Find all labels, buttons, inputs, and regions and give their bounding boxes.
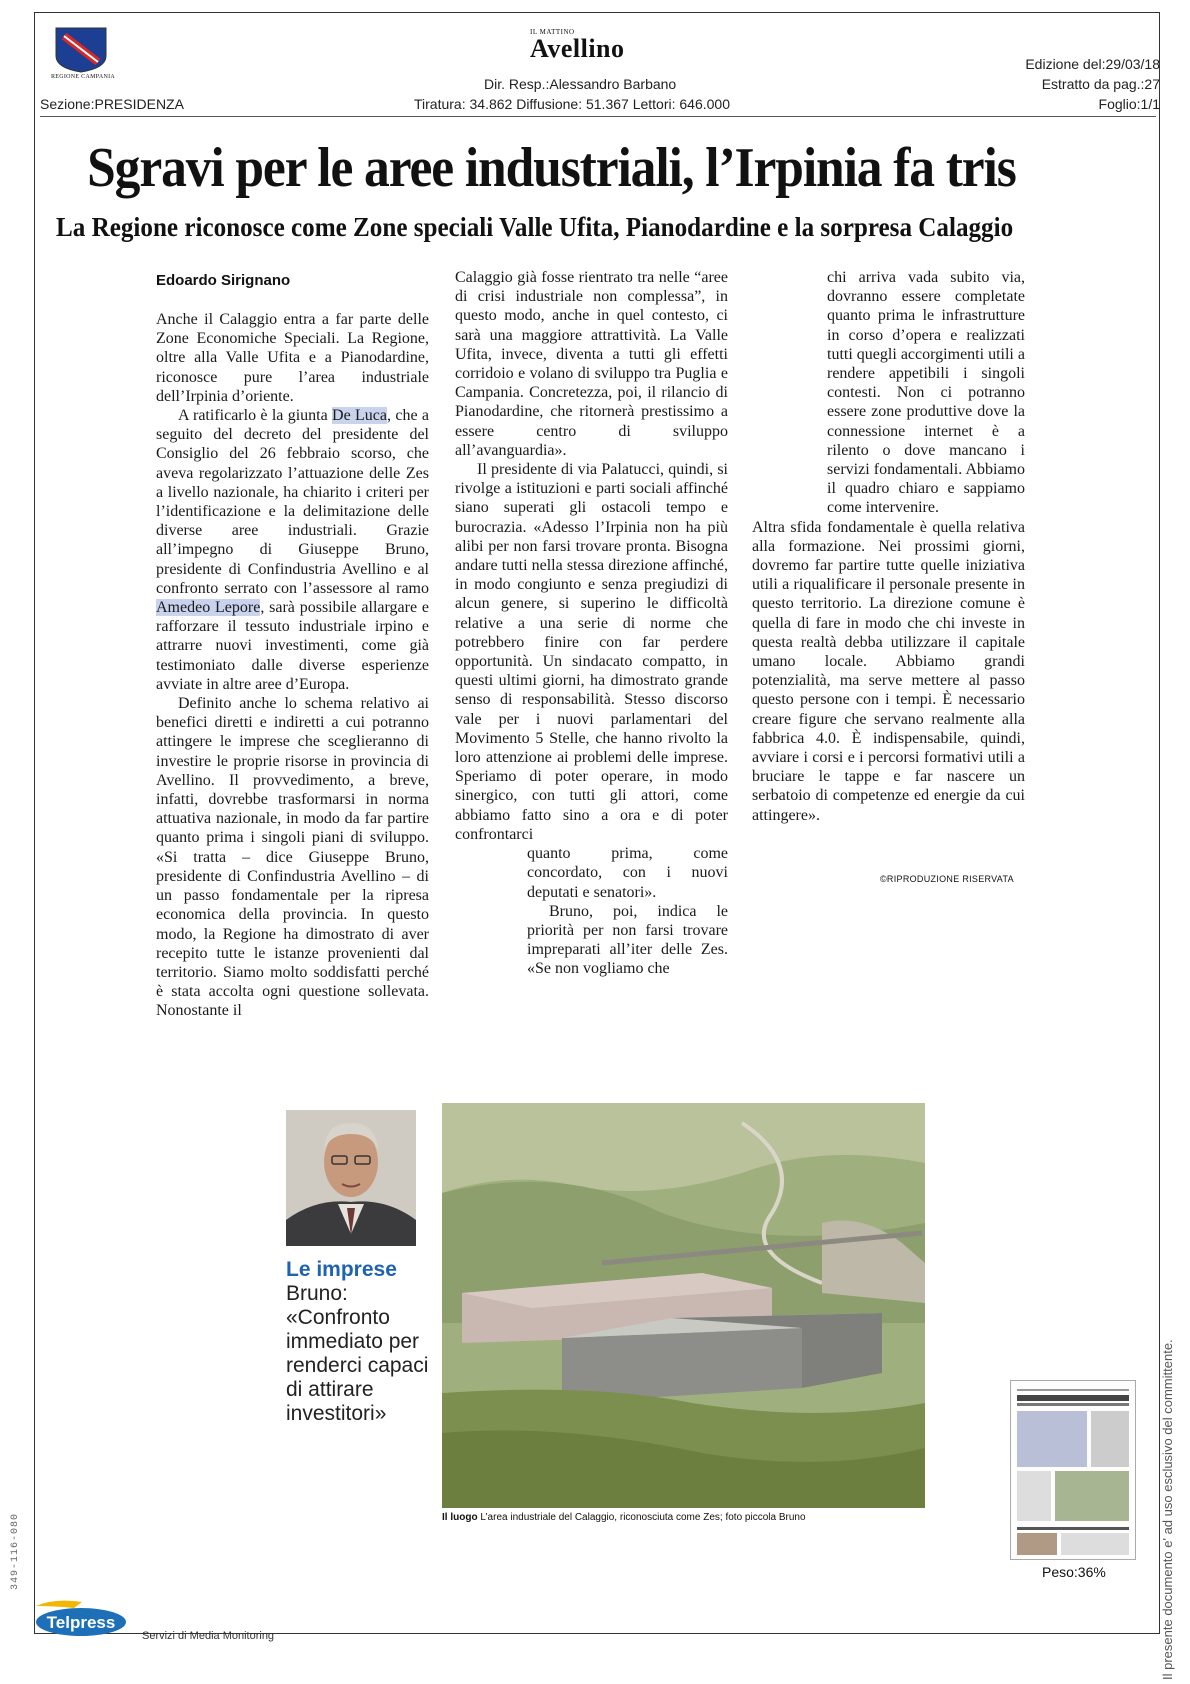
- highlight-lepore: Amedeo Lepore: [156, 599, 261, 617]
- article-title: Sgravi per le aree industriali, l’Irpinia fa tris: [87, 137, 1016, 199]
- circulation-line: Tiratura: 34.862 Diffusione: 51.367 Lettori: 646.000: [414, 96, 730, 112]
- paragraph: A ratificarlo è la giunta De Luca, che a seguito del decreto del presidente del Consiglio del 26 febbraio scorso, che aveva regolarizzato l’attuazione delle Zes a livello nazionale, ha chiarito i criteri per l’identificazione e la delimitazione delle diverse aree industriali. Grazie all’impegno di Giuseppe Bruno, presidente di Confindustria Avellino e al confronto serrato con l’assessore al ramo Amedeo Lepore, sarà possibile allargare e rafforzare il tessuto industriale irpino e attrarre nuovi investimenti, come già testimoniato dalle diverse esperienze avviate in altre aree d’Europa.: [156, 407, 429, 693]
- document-code: 349-116-080: [10, 1512, 21, 1590]
- article-column-2: [455, 268, 728, 979]
- sidebar-caption: [286, 1258, 436, 1426]
- region-label: REGIONE CAMPANIA: [50, 74, 116, 80]
- director-line: Dir. Resp.:Alessandro Barbano: [484, 76, 677, 92]
- edition-date: Edizione del:29/03/18: [1025, 56, 1160, 72]
- paragraph: Il presidente di via Palatucci, quindi, si rivolge a istituzioni e parti sociali affinché siano superati gli ostacoli tempo e burocrazia. «Adesso l’Irpinia non ha più alibi per non farsi trovare pronta. Bisogna andare tutti nella stessa direzione affinché, in modo congiunto e senza pregiudizi di alcun genere, si superino le difficoltà relative a una serie di norme che potrebbero finire con far perdere opportunità. Un sindacato compatto, in questi ultimi giorni, ha dimostrato grande senso di responsabilità. Stesso discorso vale per i nuovi parlamentari del Movimento 5 Stelle, che hanno rivolto la loro attenzione ai problemi delle imprese. Speriamo di poter operare, in modo sinergico, con tutti gli attori, come abbiamo fatto sino a ora e di poter confrontarci: [455, 461, 728, 843]
- telpress-logo: [34, 1598, 128, 1638]
- masthead-small: IL MATTINO: [530, 28, 575, 36]
- footer-service: Servizi di Media Monitoring: [142, 1630, 275, 1642]
- industrial-area-photo: [442, 1103, 925, 1508]
- byline: Edoardo Sirignano: [156, 272, 291, 289]
- copyright: ©RIPRODUZIONE RISERVATA: [880, 874, 1014, 884]
- sheet-count: Foglio:1/1: [1098, 96, 1160, 112]
- paragraph: Calaggio già fosse rientrato tra nelle “aree di crisi industriale non complessa”, in questo modo, anche in quel contesto, ci sarà una maggiore attrattività. La Valle Ufita, invece, diventa a tutti gli effetti corridoio e volano di sviluppo tra Puglia e Campania. Concretezza, poi, il rilancio di Pianodardine, che ritornerà prestissimo a essere centro di sviluppo all’avanguardia».: [455, 269, 728, 459]
- paragraph: chi arriva vada subito via, dovranno essere completate quanto prima le infrastrutture in corso d’opera e realizzati tutti quegli accorgimenti utili a rendere appetibili i singoli contesti. Non ci potranno essere zone produttive dove la connessione internet è a rilento o dove mancano i servizi fondamentali. Abbiamo il quadro chiaro e sappiamo come intervenire.: [827, 269, 1025, 517]
- region-logo: [50, 26, 112, 96]
- telpress-wordmark: Telpress: [46, 1613, 116, 1632]
- sidebar-quote: Bruno: «Confronto immediato per renderci capaci di attirare investitori»: [286, 1282, 429, 1425]
- highlight-de-luca: De Luca: [332, 407, 388, 425]
- sidebar-kicker: Le imprese: [286, 1258, 397, 1281]
- article-column-3: [752, 268, 1025, 825]
- section-label: Sezione:PRESIDENZA: [40, 96, 184, 112]
- usage-note: Il presente documento e' ad uso esclusivo del committente.: [1160, 1339, 1175, 1680]
- paragraph: Definito anche lo schema relativo ai benefici diretti e indiretti a cui potranno attingere le imprese che sceglieranno di investire le proprie risorse in provincia di Avellino. Il provvedimento, a breve, infatti, dovrebbe trasformarsi in norma attuativa nazionale, in modo da far partire quanto prima i singoli piani di sviluppo. «Si tratta – dice Giuseppe Bruno, presidente di Confindustria Avellino – di un passo fondamentale per la ripresa economica della provincia. In questo modo, la Regione ha dimostrato di aver recepito tutte le istanze provenienti dal territorio. Siamo molto soddisfatti perché è stata accolta ogni questione sollevata. Nonostante il: [156, 695, 429, 1020]
- paragraph: quanto prima, come concordato, con i nuovi deputati e senatori».: [527, 845, 728, 901]
- portrait-photo: [286, 1110, 416, 1246]
- paragraph: Anche il Calaggio entra a far parte delle Zone Economiche Speciali. La Regione, oltre alla Valle Ufita e a Pianodardine, riconosce pure l’area industriale dell’Irpinia d’oriente.: [156, 311, 429, 405]
- page-thumbnail: [1010, 1380, 1136, 1560]
- photo-caption: Il luogo L’area industriale del Calaggio, riconosciuta come Zes; foto piccola Bruno: [442, 1512, 806, 1523]
- masthead: Avellino: [530, 34, 625, 63]
- page-excerpt: Estratto da pag.:27: [1041, 76, 1160, 92]
- paragraph: Altra sfida fondamentale è quella relativa alla formazione. Nei prossimi giorni, dovremo far partire tutte quelle iniziativa utili a riqualificare il personale presente in questo territorio. La direzione comune è quella di fare in modo che chi investe in questa realtà debba utilizzare il capitale umano locale. Abbiamo grandi potenzialità, ma serve mettere al passo questo persone con i tempi. È necessario creare figure che servano realmente alla fabbrica 4.0. È indispensabile, quindi, avviare i corsi e i percorsi formativi utili a bruciare le tappe e far nascere un serbatoio di competenze ed energie da cui attingere».: [752, 518, 1025, 824]
- weight-label: Peso:36%: [1042, 1564, 1106, 1580]
- paragraph: Bruno, poi, indica le priorità per non farsi trovare impreparati all’iter delle Zes. «Se non vogliamo che: [527, 902, 728, 978]
- article-subtitle: La Regione riconosce come Zone speciali Valle Ufita, Pianodardine e la sorpresa Calaggio: [56, 212, 1014, 242]
- article-column-1: [156, 310, 429, 1021]
- header-divider: [40, 116, 1156, 117]
